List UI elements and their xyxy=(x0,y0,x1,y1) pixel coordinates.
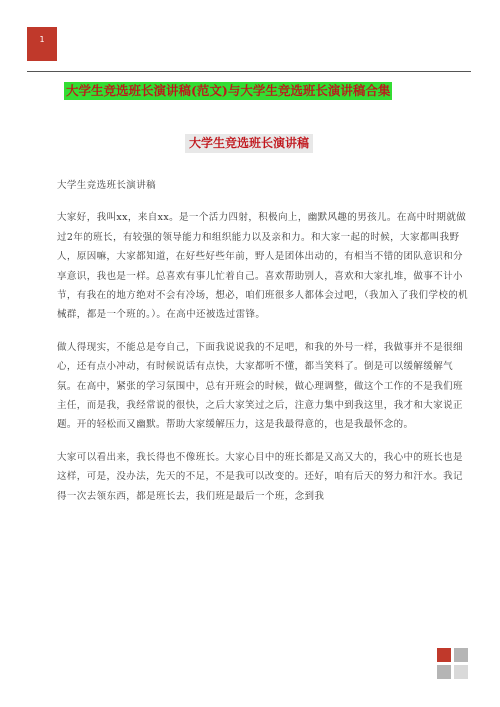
body-paragraph-1: 大家好，我叫xx，来自xx。是一个活力四射，积极向上，幽默风趣的男孩儿。在高中时期就做过2年的班长，有较强的领导能力和组织能力以及亲和力。和大家一起的时候，大家都叫我野人，原因嘛，大家都知道，在好些好些年前，野人是团体出动的，有相当不错的团队意识和分享意识，我也是一样。总喜欢有事儿忙着自己。喜欢帮助别人，喜欢和大家扎堆，做事不计小节，有我在的地方绝对不会有冷场，想必，咱们班很多人都体会过吧，（我加入了我们学校的机械群，都是一个班的。）。在高中还被选过雷锋。 xyxy=(57,212,469,321)
header-divider xyxy=(27,71,471,72)
document-title: 大学生竞选班长演讲稿(范文)与大学生竞选班长演讲稿合集 xyxy=(66,83,391,98)
decor-square-gray xyxy=(454,648,468,662)
corner-decoration xyxy=(437,648,469,680)
decor-square-red xyxy=(437,648,451,662)
body-subheading: 大学生竞选班长演讲稿 xyxy=(57,180,157,191)
section-title: 大学生竞选班长演讲稿 xyxy=(185,134,313,153)
body-paragraph-2: 做人得现实，不能总是夸自己，下面我说说我的不足吧，和我的外号一样，我做事并不是很细心，还有点小冲动，有时候说话有点快，大家都听不懂，都当笑料了。倒是可以缓解缓解气氛。在高中，紧张的学习氛围中，总有开班会的时候，做心理调整，做这个工作的不是我们班主任，而是我，我经常说的很快，之后大家笑过之后，注意力集中到我这里，我才和大家说正题。开的轻松而又幽默。帮助大家缓解压力，这是我最得意的，也是我最怀念的。 xyxy=(57,341,463,431)
page-number-badge xyxy=(27,27,57,61)
body-paragraph-3: 大家可以看出来，我长得也不像班长。大家心目中的班长都是又高又大的，我心中的班长也是这样，可是，没办法，先天的不足，不是我可以改变的。还好，咱有后天的努力和汗水。我记得一次去领东西，都是班长去，我们班是最后一个班，念到我 xyxy=(57,451,463,502)
decor-square-light xyxy=(454,665,468,679)
document-body xyxy=(57,176,469,519)
page-number: 1 xyxy=(39,35,45,44)
decor-square-gray xyxy=(437,665,451,679)
